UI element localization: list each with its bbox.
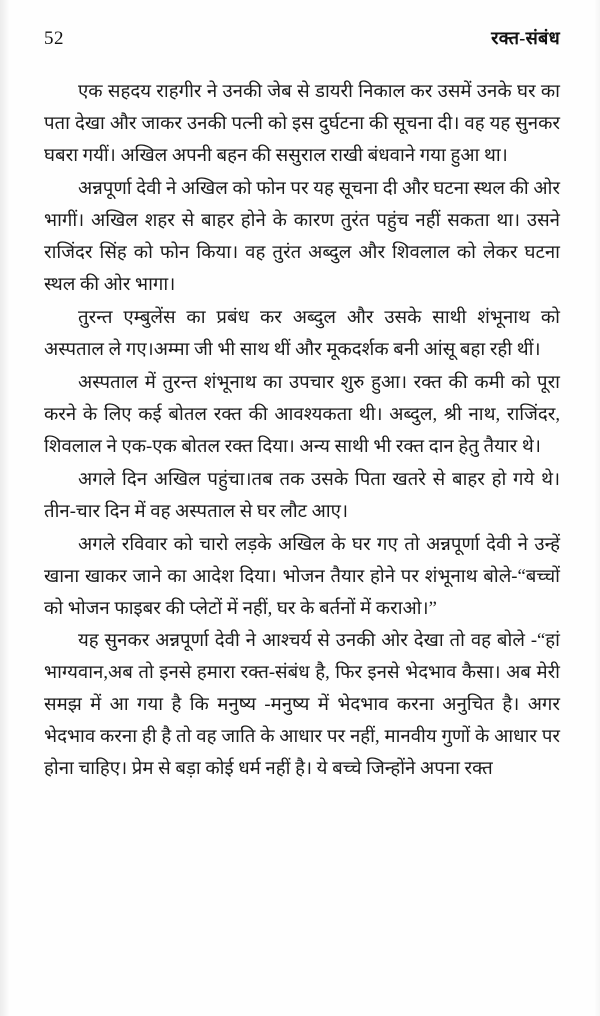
page-edge-shading <box>594 0 600 1016</box>
running-head <box>44 26 560 50</box>
paragraph: अस्पताल में तुरन्त शंभूनाथ का उपचार शुरु हुआ। रक्त की कमी को पूरा करने के लिए कई बोतल रक्त की आवश्यकता थी। अब्दुल, श्री नाथ, राजिंदर, शिवलाल ने एक-एक बोतल रक्त दिया। अन्य साथी भी रक्त दान हेतु तैयार थे। <box>44 371 560 457</box>
body-text <box>44 76 560 785</box>
paragraph: अन्नपूर्णा देवी ने अखिल को फोन पर यह सूचना दी और घटना स्थल की ओर भागीं। अखिल शहर से बाहर होने के कारण तुरंत पहुंच नहीं सकता था। उसने राजिंदर सिंह को फोन किया। वह तुरंत अब्दुल और शिवलाल को लेकर घटना स्थल की ओर भागा। <box>44 177 560 295</box>
paragraph: अगले दिन अखिल पहुंचा।तब तक उसके पिता खतरे से बाहर हो गये थे। तीन-चार दिन में वह अस्पताल से घर लौट आए। <box>44 468 560 522</box>
paragraph: एक सहदय राहगीर ने उनकी जेब से डायरी निकाल कर उसमें उनके घर का पता देखा और जाकर उनकी पत्नी को इस दुर्घटना की सूचना दी। वह यह सुनकर घबरा गयीं। अखिल अपनी बहन की ससुराल राखी बंधवाने गया हुआ था। <box>44 81 560 166</box>
paragraph: यह सुनकर अन्नपूर्णा देवी ने आश्चर्य से उनकी ओर देखा तो वह बोले -“हां भाग्यवान,अब तो इनसे हमारा रक्त-संबंध है, फिर इनसे भेदभाव कैसा। अब मेरी समझ में आ गया है कि मनुष्य -मनुष्य में भेदभाव करना अनुचित है। अगर भेदभाव करना ही है तो वह जाति के आधार पर नहीं, मानवीय गुणों के आधार पर होना चाहिए। प्रेम से बड़ा कोई धर्म नहीं है। ये बच्चे जिन्होंने अपना रक्त <box>44 630 560 780</box>
page-gutter-shadow <box>0 0 10 1016</box>
paragraph: तुरन्त एम्बुलेंस का प्रबंध कर अब्दुल और उसके साथी शंभूनाथ को अस्पताल ले गए।अम्मा जी भी साथ थीं और मूकदर्शक बनी आंसू बहा रही थीं। <box>44 306 560 360</box>
book-title-header: रक्त-संबंध <box>491 28 560 48</box>
paragraph: अगले रविवार को चारो लड़के अखिल के घर गए तो अन्नपूर्णा देवी ने उन्हें खाना खाकर जाने का आदेश दिया। भोजन तैयार होने पर शंभूनाथ बोले-“बच्चों को भोजन फाइबर की प्लेटों में नहीं, घर के बर्तनों में कराओ।” <box>44 533 560 619</box>
page-number: 52 <box>44 28 64 49</box>
